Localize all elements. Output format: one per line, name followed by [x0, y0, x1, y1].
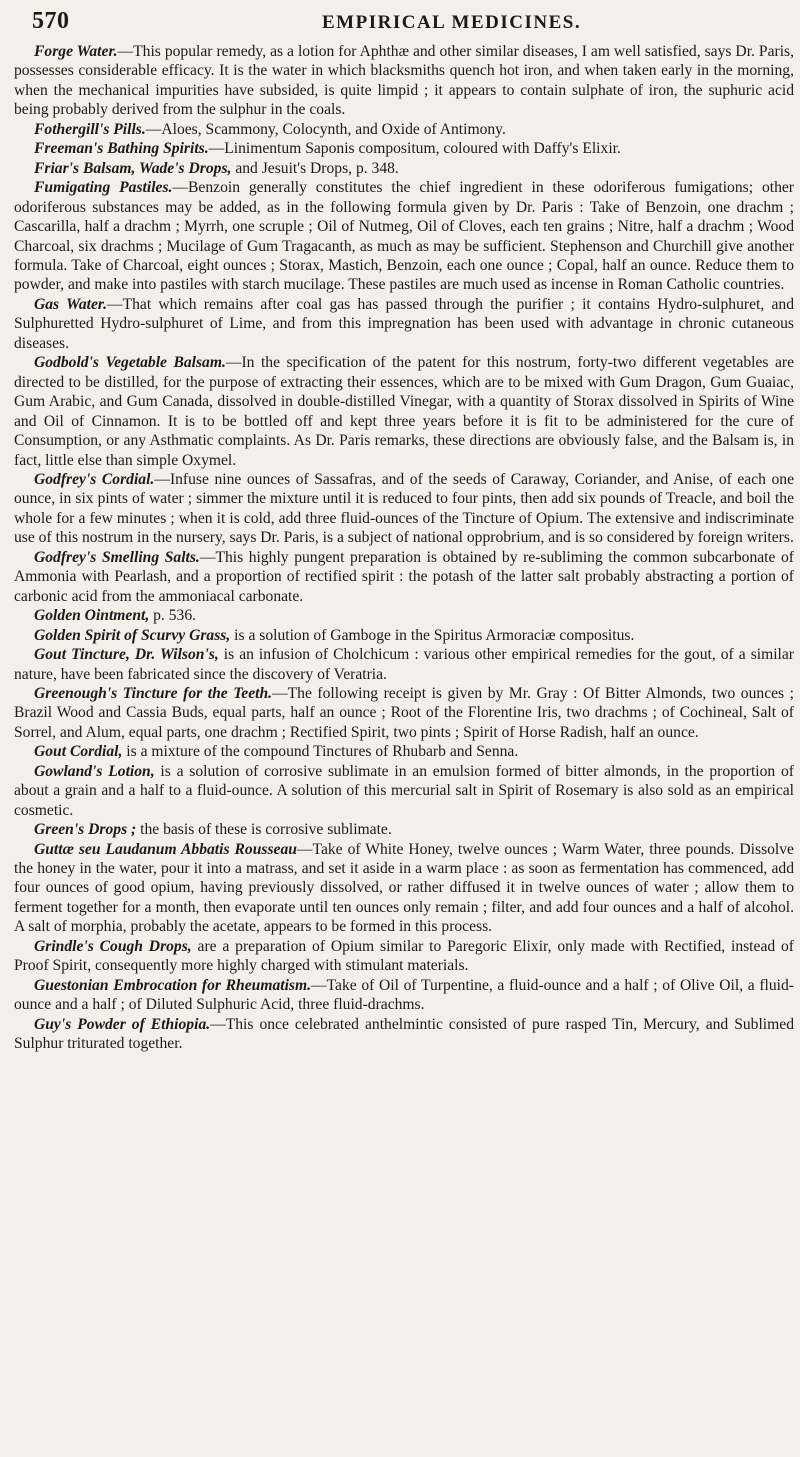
entry-term: Gout Cordial, — [34, 743, 123, 761]
entry-godbolds-balsam — [14, 353, 794, 470]
entry-term: Friar's Balsam, Wade's Drops, — [34, 159, 232, 177]
entry-text: is an infusion of Cholchicum : various other empirical remedies for the gout, of a similar nature, have been fabricated since the discovery of Veratria. — [14, 646, 794, 683]
entry-godfreys-cordial — [14, 470, 794, 548]
entry-text: —Linimentum Saponis compositum, coloured with Daffy's Elixir. — [208, 140, 621, 158]
entry-greens-drops — [14, 820, 794, 839]
entry-term: Gowland's Lotion, — [34, 762, 155, 780]
entry-text: —This highly pungent preparation is obtained by re-subliming the common subcarbonate of Ammonia with Pearlash, and a proportion of rectified spirit : the potash of the latter salt probably abstracting a portion of carbonic acid from the ammoniacal carbonate. — [14, 548, 795, 605]
entry-text: —In the specification of the patent for this nostrum, forty-two different vegetables are directed to be distilled, for the purpose of extracting their essences, which are to be mixed with Gum Dragon, Gum Guaiac, Gum Arabic, and Gum Canada, dissolved in double-distilled Vinegar, with a quantity of Storax dissolved in Spirits of Wine and Oil of Cinnamon. It is to be bottled off and kept three years before it is fit to be administered for the cure of Consumption, or any Asthmatic complaints. As Dr. Paris remarks, these directions are obviously false, and the Balsam is, in fact, little else than simple Oxymel. — [14, 354, 794, 469]
entry-term: Godfrey's Smelling Salts. — [34, 548, 200, 566]
entry-term: Forge Water. — [34, 43, 118, 60]
entry-term: Freeman's Bathing Spirits. — [34, 140, 209, 158]
entry-term: Gout Tincture, Dr. Wilson's, — [34, 646, 219, 664]
entry-grindles-cough-drops — [14, 937, 794, 976]
entry-term: Godfrey's Cordial. — [34, 470, 155, 488]
entry-freemans-bathing-spirits — [14, 139, 794, 158]
running-head — [14, 8, 794, 36]
entry-godfreys-smelling-salts — [14, 548, 794, 606]
entry-term: Green's Drops ; — [34, 821, 137, 839]
entry-term: Gas Water. — [34, 295, 107, 313]
entry-term: Greenough's Tincture for the Teeth. — [34, 684, 273, 702]
entry-text: is a solution of Gamboge in the Spiritus Armoraciæ compositus. — [230, 626, 635, 644]
entry-gout-tincture — [14, 645, 794, 684]
entry-greenoughs-tincture — [14, 684, 794, 742]
body-text — [14, 42, 794, 1054]
entry-term: Fothergill's Pills. — [34, 120, 146, 138]
entry-term: Guttæ seu Laudanum Abbatis Rousseau — [34, 840, 297, 858]
entry-gout-cordial — [14, 742, 794, 761]
entry-gas-water — [14, 295, 794, 353]
entry-term: Guy's Powder of Ethiopia. — [34, 1015, 211, 1033]
running-title: EMPIRICAL MEDICINES. — [322, 12, 582, 33]
entry-text: is a solution of corrosive sublimate in an emulsion formed of bitter almonds, in the proportion of about a grain and a half to a fluid-ounce. A solution of this mercurial salt in Spirit of Rosemary is also sold as an empirical cosmetic. — [14, 762, 794, 819]
entry-text: —Take of Oil of Turpentine, a fluid-ounce and a half ; of Olive Oil, a fluid-ounce and a half ; of Diluted Sulphuric Acid, three fluid-drachms. — [14, 976, 794, 1014]
entry-text: —Infuse nine ounces of Sassafras, and of the seeds of Caraway, Coriander, and Anise, of each one ounce, in six pints of water ; simmer the mixture until it is reduced to four pints, then add six pounds of Treacle, and boil the whole for a few minutes ; when it is cold, add three fluid-ounces of the Tincture of Opium. The extensive and indiscriminate use of this nostrum in the nursery, says Dr. Paris, is a subject of national opprobrium, and is so considered by foreign writers. — [14, 470, 795, 547]
entry-text: —Benzoin generally constitutes the chief ingredient in these odoriferous fumigations; other odoriferous substances may be added, as in the following formula given by Dr. Paris : Take of Benzoin, one drachm ; Cascarilla, half a drachm ; Myrrh, one scruple ; Oil of Nutmeg, Oil of Cloves, each ten grains ; Nitre, half a drachm ; Wood Charcoal, six drachms ; Mucilage of Gum Tragacanth, as much as may be sufficient. Stephenson and Churchill give another formula. Take of Charcoal, eight ounces ; Storax, Mastich, Benzoin, each one ounce ; Copal, half an ounce. Reduce them to powder, and make into pastiles with starch mucilage. These pastiles are much used as incense in Roman Catholic countries. — [14, 179, 794, 294]
entry-golden-spirit — [14, 626, 794, 645]
entry-golden-ointment — [14, 606, 794, 625]
entry-text: —That which remains after coal gas has passed through the purifier ; it contains Hydro-sulphuret, and Sulphuretted Hydro-sulphuret of Lime, and from this impregnation has been used with advantage in chronic cutaneous diseases. — [14, 295, 794, 352]
entry-text: are a preparation of Opium similar to Paregoric Elixir, only made with Rectified, instead of Proof Spirit, consequently more highly charged with stimulant materials. — [14, 937, 794, 975]
entry-text: —Take of White Honey, twelve ounces ; Warm Water, three pounds. Dissolve the honey in the water, pour it into a matrass, and set it aside in a warm place : as soon as fermentation has commenced, add four ounces of good opium, having previously dissolved, or rather diffused it in twelve ounces of water ; allow them to ferment together for a month, then evaporate until ten ounces only remain ; filter, and add four ounces and a half of alcohol. A salt of morphia, probably the acetate, appears to be formed in this process. — [14, 840, 794, 936]
entry-gowlands-lotion — [14, 762, 794, 820]
entry-text: is a mixture of the compound Tinctures of Rhubarb and Senna. — [122, 743, 519, 761]
entry-text: —This popular remedy, as a lotion for Aphthæ and other similar diseases, I am well satisfied, says Dr. Paris, possesses considerable efficacy. It is the water in which blacksmiths quench hot iron, and when taken early in the morning, when the mechanical impurities have subsided, is quite limpid ; it appears to contain sulphate of iron, the suphuric acid being probably derived from the sulphur in the coals. — [14, 43, 794, 119]
entry-text: p. 536. — [149, 607, 197, 625]
entry-term: Godbold's Vegetable Balsam. — [34, 354, 226, 372]
entry-fothergills-pills — [14, 120, 794, 139]
entry-term: Guestonian Embrocation for Rheumatism. — [34, 976, 312, 994]
entry-term: Golden Spirit of Scurvy Grass, — [34, 626, 231, 644]
entry-forge-water — [14, 42, 794, 120]
entry-term: Fumigating Pastiles. — [34, 179, 173, 197]
entry-guttae-laudanum — [14, 840, 794, 937]
entry-guestonian-embrocation — [14, 976, 794, 1015]
entry-friars-balsam — [14, 159, 794, 178]
page-number: 570 — [32, 8, 70, 34]
entry-term: Golden Ointment, — [34, 607, 150, 625]
entry-text: the basis of these is corrosive sublimate. — [136, 821, 392, 839]
entry-guys-powder — [14, 1015, 794, 1054]
entry-text: —Aloes, Scammony, Colocynth, and Oxide of Antimony. — [145, 120, 506, 138]
entry-fumigating-pastiles — [14, 178, 794, 295]
entry-text: —This once celebrated anthelmintic consisted of pure rasped Tin, Mercury, and Sublimed Sulphur triturated together. — [14, 1015, 794, 1053]
entry-text: and Jesuit's Drops, p. 348. — [231, 159, 399, 177]
entry-text: —The following receipt is given by Mr. Gray : Of Bitter Almonds, two ounces ; Brazil Wood and Cassia Buds, equal parts, half an ounce ; Root of the Florentine Iris, two drachms ; of Cochineal, Salt of Sorrel, and Alum, equal parts, one drachm ; Rectified Spirit, two pints ; Spirit of Horse Radish, half an ounce. — [14, 684, 794, 741]
entry-term: Grindle's Cough Drops, — [34, 937, 192, 955]
